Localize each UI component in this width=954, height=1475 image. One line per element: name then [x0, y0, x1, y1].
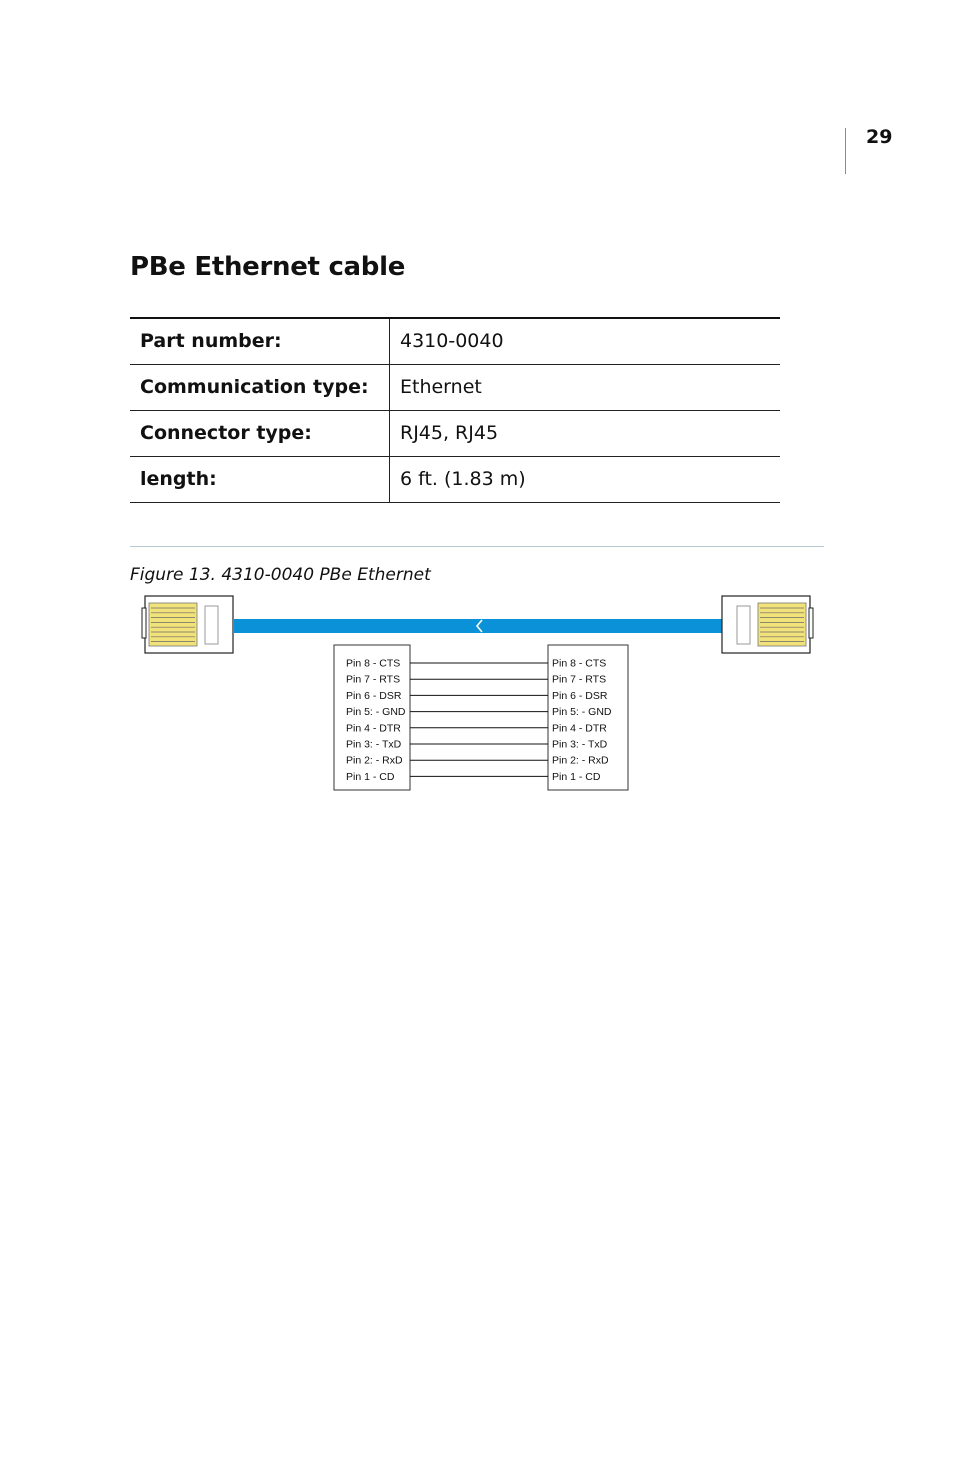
- pin-label: Pin 8 - CTS: [552, 657, 607, 670]
- pin-label: Pin 5: - GND: [552, 706, 612, 719]
- pin-label: Pin 8 - CTS: [346, 657, 401, 670]
- pin-label: Pin 3: - TxD: [552, 738, 608, 751]
- connector-latch: [809, 608, 813, 638]
- pin-label: Pin 2: - RxD: [552, 754, 609, 767]
- table-row: [130, 410, 780, 456]
- section-title: PBe Ethernet cable: [130, 252, 406, 282]
- pin-label: Pin 4 - DTR: [552, 722, 607, 735]
- row-label: Connector type:: [130, 410, 390, 456]
- table-row: [130, 364, 780, 410]
- table-row: [130, 318, 780, 364]
- row-label: Part number:: [130, 318, 390, 364]
- pin-label: Pin 3: - TxD: [346, 738, 402, 751]
- pin-label: Pin 6 - DSR: [552, 689, 608, 702]
- connector-nose: [737, 606, 750, 644]
- connector-contacts: [149, 603, 197, 646]
- wire-group: [410, 663, 548, 776]
- pin-label: Pin 6 - DSR: [346, 689, 402, 702]
- row-value: RJ45, RJ45: [390, 410, 781, 456]
- row-value: 6 ft. (1.83 m): [390, 456, 781, 502]
- row-value: Ethernet: [390, 364, 781, 410]
- row-value: 4310-0040: [390, 318, 781, 364]
- pin-label: Pin 7 - RTS: [552, 673, 607, 686]
- cable-wiring-diagram: [140, 592, 820, 797]
- connector-nose: [205, 606, 218, 644]
- header-rule: [845, 128, 846, 174]
- section-divider: [130, 546, 824, 547]
- figure-caption: Figure 13. 4310-0040 PBe Ethernet: [130, 565, 431, 585]
- row-label: Communication type:: [130, 364, 390, 410]
- connector-contacts: [758, 603, 806, 646]
- spec-table: [130, 317, 780, 503]
- pin-label: Pin 2: - RxD: [346, 754, 403, 767]
- pin-label: Pin 7 - RTS: [346, 673, 401, 686]
- pin-label: Pin 1 - CD: [552, 770, 601, 783]
- connector-latch: [142, 608, 146, 638]
- left-connector: [142, 596, 233, 653]
- page-number: 29: [866, 126, 893, 148]
- pin-label: Pin 5: - GND: [346, 706, 406, 719]
- pin-label: Pin 4 - DTR: [346, 722, 401, 735]
- pin-label: Pin 1 - CD: [346, 770, 395, 783]
- right-connector: [722, 596, 813, 653]
- row-label: length:: [130, 456, 390, 502]
- table-row: [130, 456, 780, 502]
